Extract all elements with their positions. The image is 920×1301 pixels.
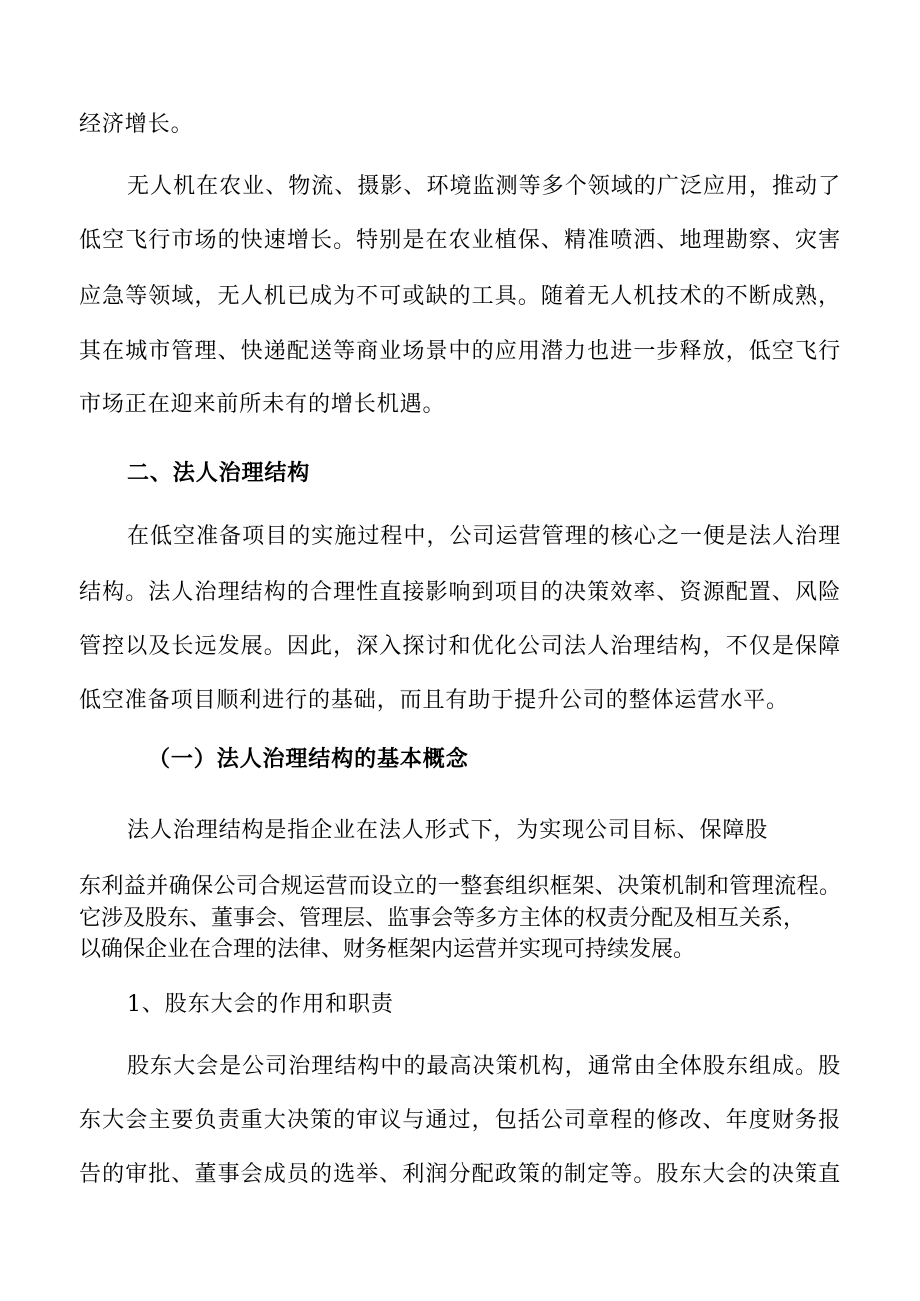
paragraph-text-line: 应急等领域，无人机已成为不可或缺的工具。随着无人机技术的不断成熟， [79,284,841,309]
paragraph-text-line: 东利益并确保公司合规运营而设立的一整套组织框架、决策机制和管理流程。 [79,874,841,899]
paragraph-text-line: 它涉及股东、董事会、管理层、监事会等多方主体的权责分配及相互关系， [79,906,806,931]
paragraph-text-line: 法人治理结构是指企业在法人形式下，为实现公司目标、保障股 [127,818,769,843]
paragraph-text-line: 东大会主要负责重大决策的审议与通过，包括公司章程的修改、年度财务报 [79,1108,841,1133]
paragraph-text-line: 告的审批、董事会成员的选举、利润分配政策的制定等。股东大会的决策直 [79,1162,841,1187]
item-heading: 1、股东大会的作用和职责 [127,992,394,1017]
paragraph-text-line: 低空准备项目顺利进行的基础，而且有助于提升公司的整体运营水平。 [79,688,789,713]
paragraph-text-line: 低空飞行市场的快速增长。特别是在农业植保、精准喷洒、地理勘察、灾害 [79,228,841,253]
paragraph-text-line: 无人机在农业、物流、摄影、环境监测等多个领域的广泛应用，推动了 [127,174,841,199]
paragraph-text-line: 其在城市管理、快递配送等商业场景中的应用潜力也进一步释放，低空飞行 [79,339,841,364]
paragraph-text-line: 管控以及长远发展。因此，深入探讨和优化公司法人治理结构，不仅是保障 [79,634,841,659]
paragraph-text-line: 股东大会是公司治理结构中的最高决策机构，通常由全体股东组成。股 [127,1054,841,1079]
paragraph-text-line: 经济增长。 [79,112,194,137]
subsection-heading: （一）法人治理结构的基本概念 [148,746,469,772]
paragraph-text-line: 结构。法人治理结构的合理性直接影响到项目的决策效率、资源配置、风险 [79,580,841,605]
paragraph-text-line: 在低空准备项目的实施过程中，公司运营管理的核心之一便是法人治理 [127,524,841,549]
section-heading: 二、法人治理结构 [127,460,311,486]
paragraph-text-line: 以确保企业在合理的法律、财务框架内运营并实现可持续发展。 [79,937,696,962]
paragraph-text-line: 市场正在迎来前所未有的增长机遇。 [79,392,446,417]
